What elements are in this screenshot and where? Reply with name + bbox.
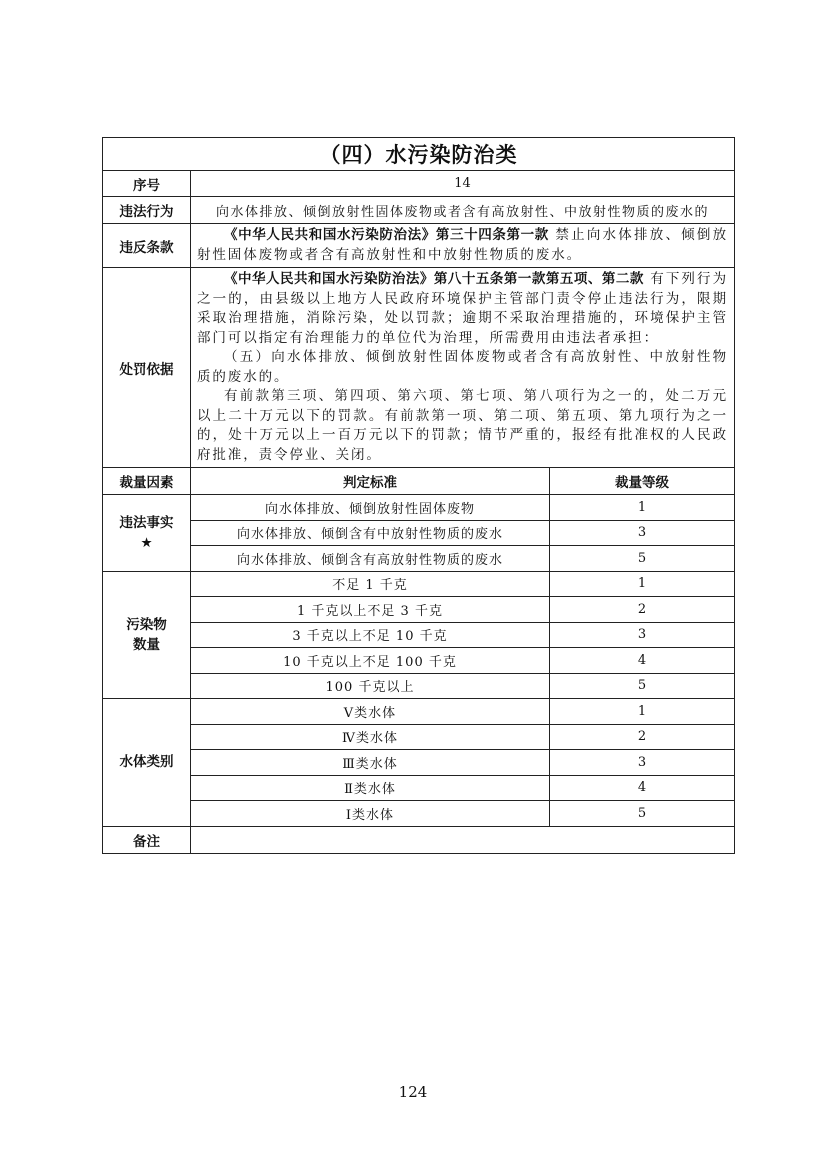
table-row: [103, 724, 735, 750]
header-factor: 裁量因素: [103, 468, 191, 495]
criteria-cell: Ⅰ类水体: [191, 801, 550, 827]
violation-value: 向水体排放、倾倒放射性固体废物或者含有高放射性、中放射性物质的废水的: [191, 197, 735, 224]
criteria-cell: 10 千克以上不足 100 千克: [191, 648, 550, 674]
factor-cell: [103, 699, 191, 827]
table-row: [103, 546, 735, 572]
penalty-p3: 有前款第三项、第四项、第六项、第七项、第八项行为之一的，处二万元以上二十万元以下的罚款。有前款第一项、第二项、第五项、第九项行为之一的，处十万元以上一百万元以下的罚款；情节严重的，报经有批准权的人民政府批准，责令停业、关闭。: [197, 388, 729, 463]
criteria-cell: Ⅴ类水体: [191, 699, 550, 725]
factor-label: 违法事实★: [119, 514, 174, 551]
penalty-law: 《中华人民共和国水污染防治法》第八十五条第一款第五项、第二款: [224, 271, 644, 287]
level-cell: 3: [550, 750, 735, 776]
criteria-cell: Ⅳ类水体: [191, 724, 550, 750]
factor-label: 污染物数量: [126, 616, 167, 653]
level-cell: 4: [550, 775, 735, 801]
table-row: [103, 775, 735, 801]
level-cell: 2: [550, 597, 735, 623]
factor-label: 水体类别: [119, 754, 174, 771]
level-cell: 5: [550, 673, 735, 699]
table-row: [103, 699, 735, 725]
criteria-cell: 100 千克以上: [191, 673, 550, 699]
table-row: [103, 801, 735, 827]
clause-law: 《中华人民共和国水污染防治法》第三十四条第一款: [224, 227, 549, 243]
criteria-cell: 向水体排放、倾倒含有高放射性物质的废水: [191, 546, 550, 572]
level-cell: 4: [550, 648, 735, 674]
header-criteria: 判定标准: [191, 468, 550, 495]
violation-label: 违法行为: [103, 197, 191, 224]
level-cell: 2: [550, 724, 735, 750]
criteria-cell: 3 千克以上不足 10 千克: [191, 622, 550, 648]
criteria-cell: 不足 1 千克: [191, 571, 550, 597]
section-title: （四）水污染防治类: [103, 138, 735, 171]
level-cell: 1: [550, 495, 735, 521]
penalty-label: 处罚依据: [103, 268, 191, 468]
table-row: [103, 750, 735, 776]
criteria-cell: 向水体排放、倾倒放射性固体废物: [191, 495, 550, 521]
criteria-cell: Ⅱ类水体: [191, 775, 550, 801]
factor-cell: [103, 571, 191, 699]
remarks-value: [191, 826, 735, 853]
header-level: 裁量等级: [550, 468, 735, 495]
table-row: [103, 520, 735, 546]
clause-label: 违反条款: [103, 224, 191, 268]
table-row: [103, 673, 735, 699]
level-cell: 3: [550, 520, 735, 546]
criteria-cell: Ⅲ类水体: [191, 750, 550, 776]
penalty-p2: （五）向水体排放、倾倒放射性固体废物或者含有高放射性、中放射性物质的废水的。: [197, 349, 729, 385]
table-row: [103, 622, 735, 648]
serial-value: 14: [191, 171, 735, 197]
clause-text: 禁止向水体排放、倾倒放射性固体废物或者含有高放射性和中放射性物质的废水。: [197, 227, 729, 263]
discretion-table: [102, 137, 735, 854]
criteria-cell: 1 千克以上不足 3 千克: [191, 597, 550, 623]
page-number: 124: [398, 1083, 428, 1101]
criteria-cell: 向水体排放、倾倒含有中放射性物质的废水: [191, 520, 550, 546]
serial-label: 序号: [103, 171, 191, 197]
table-row: [103, 495, 735, 521]
clause-content: [191, 224, 735, 268]
penalty-content: [191, 268, 735, 468]
level-cell: 1: [550, 699, 735, 725]
table-row: [103, 597, 735, 623]
level-cell: 5: [550, 546, 735, 572]
level-cell: 3: [550, 622, 735, 648]
factor-cell: [103, 495, 191, 572]
table-row: [103, 571, 735, 597]
table-row: [103, 648, 735, 674]
penalty-p1: 有下列行为之一的，由县级以上地方人民政府环境保护主管部门责令停止违法行为，限期采取治理措施，消除污染，处以罚款；逾期不采取治理措施的，环境保护主管部门可以指定有治理能力的单位代为治理，所需费用由违法者承担：: [197, 271, 729, 346]
level-cell: 5: [550, 801, 735, 827]
remarks-label: 备注: [103, 826, 191, 853]
level-cell: 1: [550, 571, 735, 597]
